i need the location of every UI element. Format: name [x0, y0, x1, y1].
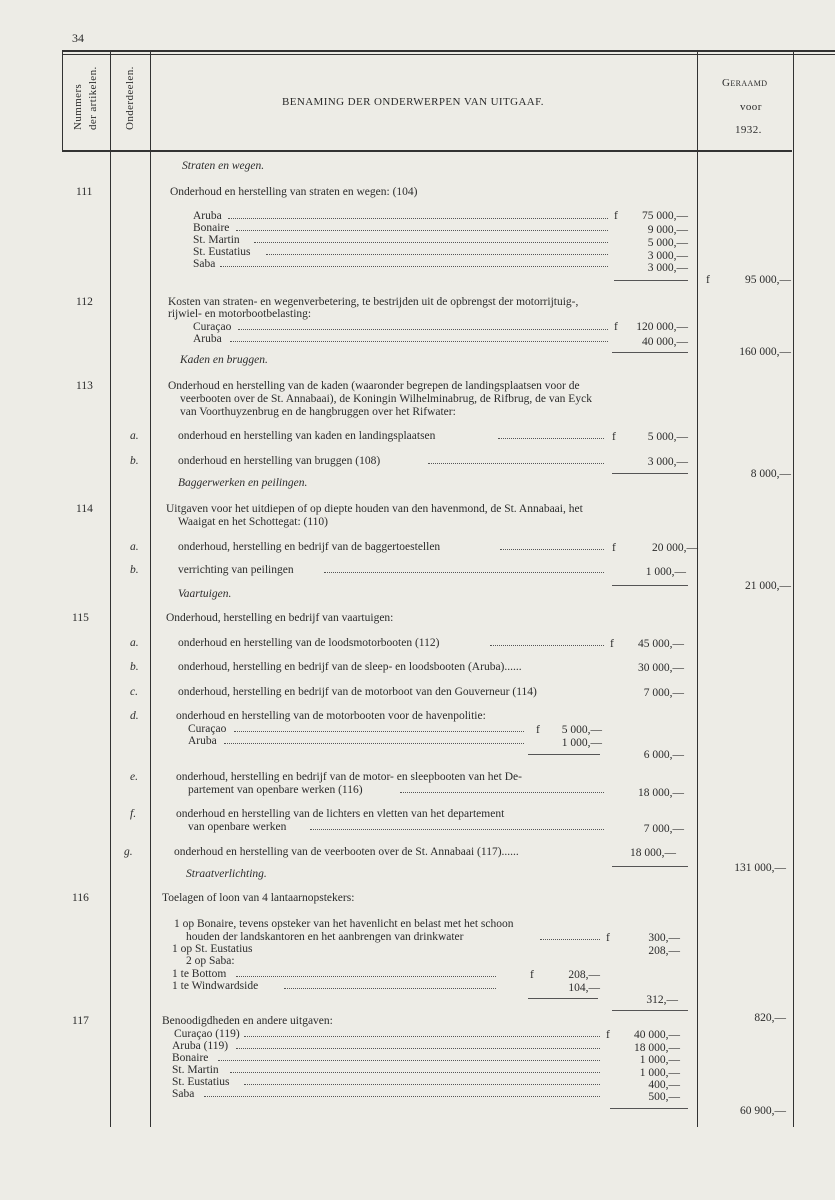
item-label: Aruba: [193, 333, 222, 345]
sub-item-amount: 18 000,—: [630, 847, 676, 859]
header-geraamd: Geraamd: [722, 77, 768, 89]
article-number-115: 115: [72, 612, 89, 624]
article-116-line: 1 op Bonaire, tevens opsteker van het havenlicht en belast met het schoon: [174, 918, 514, 930]
sub-item-text: onderhoud en herstelling van bruggen (108): [178, 455, 381, 467]
article-116-total: 820,—: [754, 1012, 786, 1024]
currency-f: f: [614, 321, 618, 333]
page-number: 34: [72, 31, 84, 45]
sub-item-amount: 18 000,—: [638, 787, 684, 799]
sub-label-f: f.: [130, 808, 137, 820]
article-112-text: Kosten van straten- en wegenverbetering, te bestrijden uit de opbrengst der motorrijtuig-,: [168, 296, 579, 308]
subtotal-rule: [610, 1108, 688, 1109]
sub-item-text: onderhoud, herstelling en bedrijf van de baggertoestellen: [178, 541, 441, 553]
sub-item-text: onderhoud en herstelling van kaden en landingsplaatsen: [178, 430, 436, 442]
article-116-line: houden der landskantoren en het aanbrengen van drinkwater: [186, 931, 464, 943]
item-label: Bonaire: [172, 1052, 209, 1064]
article-number-113: 113: [76, 380, 93, 392]
article-113-text-cont-2: van Voorthuyzenbrug en de hangbruggen over het Rifwater:: [180, 406, 456, 418]
subtotal-rule: [612, 866, 688, 867]
article-number-114: 114: [76, 503, 93, 515]
item-label: Aruba: [188, 735, 217, 747]
section-kaden-en-bruggen: Kaden en bruggen.: [180, 354, 268, 366]
item-amount: 1 000,—: [639, 1067, 680, 1079]
header-benaming: BENAMING DER ONDERWERPEN VAN UITGAAF.: [282, 96, 544, 108]
item-amount: 3 000,—: [647, 250, 688, 262]
sub-label-a: a.: [130, 541, 139, 553]
item-amount: 120 000,—: [636, 321, 688, 333]
article-116-text: Toelagen of loon van 4 lantaarnopstekers:: [162, 892, 355, 904]
article-114-total: 21 000,—: [745, 580, 791, 592]
sub-item-amount: 6 000,—: [643, 749, 684, 761]
sub-item-text-cont: partement van openbare werken (116): [188, 784, 363, 796]
section-straatverlichting: Straatverlichting.: [186, 868, 267, 880]
item-label: Saba: [172, 1088, 195, 1100]
sub-item-text: verrichting van peilingen: [178, 564, 294, 576]
sub-label-b: b.: [130, 661, 139, 673]
item-label: St. Eustatius: [193, 246, 251, 258]
article-113-total: 8 000,—: [750, 468, 791, 480]
item-label: Curaçao (119): [174, 1028, 240, 1040]
subtotal-rule: [614, 280, 688, 281]
sub-label-c: c.: [130, 686, 138, 698]
item-amount: 400,—: [648, 1079, 680, 1091]
header-artikelen: der artikelen.: [87, 66, 99, 130]
sub-item-text: onderhoud, herstelling en bedrijf van de motor- en sleepbooten van het De-: [176, 771, 522, 783]
subtotal-rule: [528, 998, 598, 999]
sub-item-text: onderhoud, herstelling en bedrijf van de motorboot van den Gouverneur (114): [178, 686, 537, 698]
item-amount: 40 000,—: [634, 1029, 680, 1041]
sub-item-amount: 3 000,—: [647, 456, 688, 468]
header-rule: [62, 150, 792, 152]
item-amount: 500,—: [648, 1091, 680, 1103]
article-112-total: 160 000,—: [739, 346, 791, 358]
currency-f: f: [606, 932, 610, 944]
frame-right: [793, 52, 794, 1127]
article-116-line: 2 op Saba:: [186, 955, 235, 967]
item-label: Aruba (119): [172, 1040, 229, 1052]
article-116-subtotal: 312,—: [646, 994, 678, 1006]
sub-item-amount: 5 000,—: [647, 431, 688, 443]
divider-nummers: [110, 52, 111, 1127]
item-amount: 3 000,—: [647, 262, 688, 274]
item-label: St. Martin: [172, 1064, 219, 1076]
item-label: Curaçao: [193, 321, 232, 333]
item-label: Curaçao: [188, 723, 227, 735]
sub-label-a: a.: [130, 637, 139, 649]
item-label: Aruba: [193, 210, 222, 222]
header-onderdeelen: Onderdeelen.: [124, 66, 136, 130]
item-amount: 1 000,—: [561, 737, 602, 749]
line-amount: 208,—: [568, 969, 600, 981]
currency-f: f: [606, 1029, 610, 1041]
sub-item-text-cont: van openbare werken: [188, 821, 287, 833]
sub-label-b: b.: [130, 564, 139, 576]
currency-f: f: [614, 210, 618, 222]
sub-item-amount: 45 000,—: [638, 638, 684, 650]
article-114-text-cont: Waaigat en het Schottegat: (110): [178, 516, 329, 528]
currency-f: f: [612, 542, 616, 554]
sub-item-amount: 30 000,—: [638, 662, 684, 674]
currency-f: f: [530, 969, 534, 981]
sub-item-text: onderhoud en herstelling van de veerbooten over de St. Annabaai (117)......: [174, 846, 519, 858]
line-amount: 104,—: [568, 982, 600, 994]
subtotal-rule: [612, 1010, 688, 1011]
article-116-line: 1 op St. Eustatius: [172, 943, 253, 955]
currency-f: f: [706, 274, 710, 286]
sub-item-amount: 20 000,—: [652, 542, 698, 554]
article-113-text-cont: veerbooten over de St. Annabaai), de Koningin Wilhelminabrug, de Rifbrug, de van Eyck: [180, 393, 592, 405]
section-straten-en-wegen: Straten en wegen.: [182, 160, 265, 172]
item-label: Saba: [193, 258, 216, 270]
subtotal-rule: [612, 352, 688, 353]
item-amount: 18 000,—: [634, 1042, 680, 1054]
line-amount: 300,—: [648, 932, 680, 944]
sub-item-text: onderhoud en herstelling van de loodsmotorbooten (112): [178, 637, 440, 649]
line-amount: 208,—: [648, 945, 680, 957]
article-number-111: 111: [76, 186, 93, 198]
currency-f: f: [612, 431, 616, 443]
header-nummers: Nummers: [72, 83, 84, 130]
article-115-text: Onderhoud, herstelling en bedrijf van vaartuigen:: [166, 612, 394, 624]
subtotal-rule: [528, 754, 600, 755]
sub-item-text: onderhoud en herstelling van de motorbooten voor de havenpolitie:: [176, 710, 486, 722]
sub-item-amount: 7 000,—: [643, 823, 684, 835]
divider-onderdeelen: [150, 52, 151, 1127]
article-114-text: Uitgaven voor het uitdiepen of op diepte houden van den havenmond, de St. Annabaai, het: [166, 503, 583, 515]
sub-item-text: onderhoud en herstelling van de lichters en vletten van het departement: [176, 808, 505, 820]
article-111-total: 95 000,—: [745, 274, 791, 286]
sub-label-g: g.: [124, 846, 133, 858]
header-year: 1932.: [735, 124, 762, 136]
item-label: Bonaire: [193, 222, 230, 234]
article-117-total: 60 900,—: [740, 1105, 786, 1117]
article-number-117: 117: [72, 1015, 89, 1027]
item-amount: 75 000,—: [642, 210, 688, 222]
subtotal-rule: [612, 473, 688, 474]
article-111-text: Onderhoud en herstelling van straten en wegen: (104): [170, 186, 418, 198]
item-label: St. Eustatius: [172, 1076, 230, 1088]
section-vaartuigen: Vaartuigen.: [178, 588, 232, 600]
sub-label-a: a.: [130, 430, 139, 442]
sub-item-amount: 7 000,—: [643, 687, 684, 699]
divider-geraamd: [697, 52, 698, 1127]
article-112-text-cont: rijwiel- en motorbootbelasting:: [168, 308, 312, 320]
article-115-total: 131 000,—: [734, 862, 786, 874]
header-voor: voor: [740, 101, 762, 113]
item-amount: 40 000,—: [642, 336, 688, 348]
top-rule-2: [62, 54, 835, 55]
item-amount: 5 000,—: [561, 724, 602, 736]
item-amount: 1 000,—: [639, 1054, 680, 1066]
article-116-line: 1 te Bottom: [172, 968, 227, 980]
sub-label-e: e.: [130, 771, 138, 783]
sub-item-amount: 1 000,—: [645, 566, 686, 578]
frame-left: [62, 52, 63, 152]
top-rule: [62, 50, 835, 52]
article-number-112: 112: [76, 296, 93, 308]
article-113-text: Onderhoud en herstelling van de kaden (waaronder begrepen de landingsplaatsen voor de: [168, 380, 580, 392]
subtotal-rule: [612, 585, 688, 586]
section-baggerwerken: Baggerwerken en peilingen.: [178, 477, 308, 489]
sub-label-d: d.: [130, 710, 139, 722]
currency-f: f: [610, 638, 614, 650]
article-116-line: 1 te Windwardside: [172, 980, 259, 992]
sub-item-text: onderhoud, herstelling en bedrijf van de sleep- en loodsbooten (Aruba)......: [178, 661, 522, 673]
item-label: St. Martin: [193, 234, 240, 246]
article-117-text: Benoodigdheden en andere uitgaven:: [162, 1015, 333, 1027]
article-number-116: 116: [72, 892, 89, 904]
sub-label-b: b.: [130, 455, 139, 467]
currency-f: f: [536, 724, 540, 736]
item-amount: 9 000,—: [647, 224, 688, 236]
item-amount: 5 000,—: [647, 237, 688, 249]
